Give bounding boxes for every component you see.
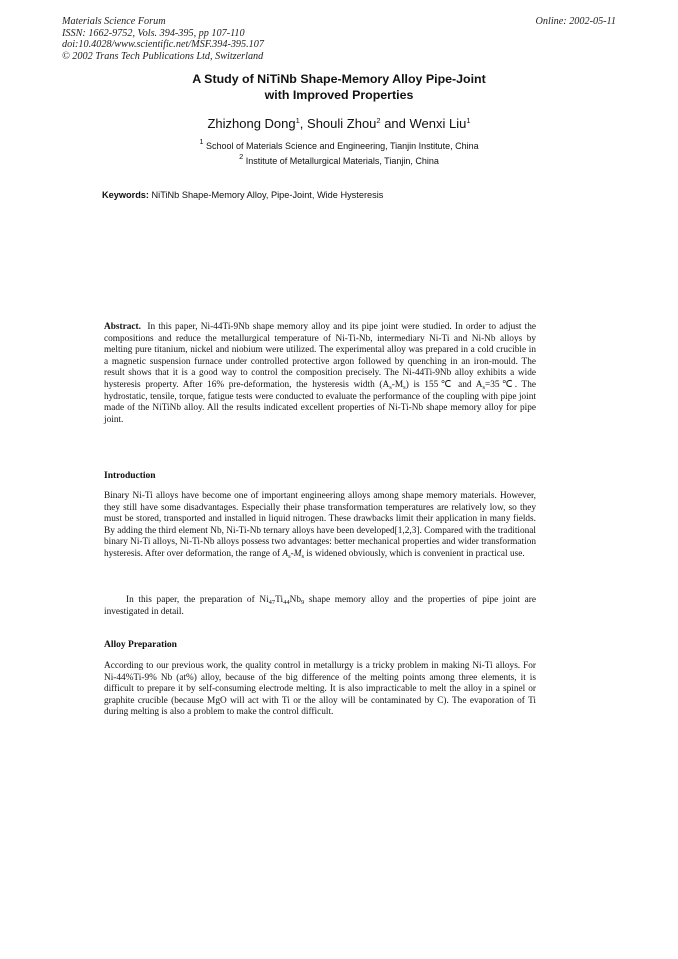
- author-3-affil: 1: [466, 116, 471, 125]
- title-line-1: A Study of NiTiNb Shape-Memory Alloy Pipe-Joint: [192, 72, 486, 86]
- intro-dash: -: [290, 548, 294, 559]
- affiliation-1-mark: 1: [199, 137, 204, 146]
- abstract-text-1: In this paper, Ni-44Ti-9Nb shape memory alloy and its pipe joint were studied. In order to adjust the compositions and reduce the metallurgical temperature of Ni-Ti-Nb, intermediary Ni-Ti and Ni-Nb alloys by melting pure titanium, nickel and niobium were utilized. The experimental alloy was prepared in a cold crucible in a magnetic suspension furnace under controlled protective argon followed by quenching in an iron-mould. The result shows that it is a good way to control the composition precisely. The Ni-44Ti-9Nb alloy exhibits a wide hysteresis property. After 16% pre-deformation, the hysteresis width (A: [104, 322, 536, 390]
- formula-sub: 9: [300, 599, 305, 606]
- author-list: [0, 116, 678, 131]
- abstract-text-2: ) is 155℃ and A: [405, 379, 483, 390]
- journal-name: Materials Science Forum: [62, 16, 166, 27]
- online-date: Online: 2002-05-11: [535, 16, 616, 27]
- author-2-affil: 2: [376, 116, 381, 125]
- author-1: Zhizhong Dong: [207, 116, 296, 131]
- alloy-preparation-paragraph: According to our previous work, the quality control in metallurgy is a tricky problem in making Ni-Ti alloys. For Ni-44%Ti-9% Nb (at%) alloy, because of the big difference of the melting points among three elements, it is difficult to prepare it by self-consuming electrode melting. It is also impracticable to melt the alloy in a spinel or graphite crucible (because MgO will act with Ti or the alloy will be contaminated by C). The evaporation of Ti during melting is also a problem to make the control difficult.: [104, 661, 536, 718]
- abstract-label: Abstract.: [104, 322, 141, 332]
- keywords-label: Keywords:: [102, 190, 149, 200]
- introduction-paragraph-2: [104, 595, 536, 618]
- intro2-text-b: shape memory alloy and the properties of pipe joint are investigated in detail.: [104, 595, 536, 617]
- copyright-line: © 2002 Trans Tech Publications Ltd, Switzerland: [62, 50, 264, 62]
- affiliation-2: [0, 152, 678, 166]
- intro-as: A: [282, 548, 289, 559]
- intro2-text-a: In this paper, the preparation of Ni: [126, 595, 269, 605]
- author-sep: and: [380, 116, 410, 131]
- formula-sub: 44: [283, 599, 290, 606]
- intro-ms-sub: s: [301, 552, 304, 560]
- abstract: [104, 322, 536, 426]
- intro-ms: M: [293, 548, 302, 559]
- abstract-dash: -M: [391, 379, 404, 390]
- formula-ti: Ti: [275, 595, 284, 605]
- author-3: Wenxi Liu: [409, 116, 467, 131]
- abstract-sub: s: [389, 383, 392, 391]
- intro-text-b: is widened obviously, which is convenient in practical use.: [304, 548, 525, 559]
- affiliation-1: [0, 137, 678, 151]
- author-2: Shouli Zhou: [307, 116, 377, 131]
- paper-title: [0, 71, 678, 103]
- introduction-paragraph-1: [104, 491, 536, 561]
- affiliation-2-text: Institute of Metallurgical Materials, Tianjin, China: [243, 156, 439, 166]
- author-1-affil: 1: [295, 116, 300, 125]
- affiliation-2-mark: 2: [239, 152, 244, 161]
- abstract-text-3: =35℃. The hydrostatic, tensile, torque, fatigue tests were conducted to evaluate the performance of the coupling with pipe joint made of the NiTiNb alloy. All the results indicated excellent properties of Ni-Ti-Nb shape memory alloy for pipe joint.: [104, 379, 536, 425]
- publication-header: [62, 16, 392, 62]
- issn-line: ISSN: 1662-9752, Vols. 394-395, pp 107-110: [62, 27, 245, 39]
- affiliation-1-text: School of Materials Science and Engineering, Tianjin Institute, China: [203, 141, 479, 151]
- abstract-sub: s: [403, 383, 406, 391]
- formula-sub: 47: [268, 599, 276, 606]
- abstract-sub: s: [482, 383, 485, 391]
- doi-line: doi:10.4028/www.scientific.net/MSF.394-395.107: [62, 39, 264, 51]
- alloy-preparation-heading: Alloy Preparation: [104, 640, 177, 650]
- intro-text-a: Binary Ni-Ti alloys have become one of important engineering alloys among shape memory materials. However, they still have some disadvantages. Especially their phase transformation temperatures are relatively low, so they must be stored, transported and installed in liquid nitrogen. These drawbacks limit their application in many fields. By adding the third element Nb, Ni-Ti-Nb ternary alloys have been developed[1,2,3]. Compared with the traditional binary Ni-Ti alloys, Ni-Ti-Nb alloys possess two advantages: better mechanical properties and wider transformation hysteresis. After over deformation, the range of: [104, 491, 536, 559]
- keywords: [102, 190, 383, 200]
- author-sep: ,: [299, 116, 308, 131]
- intro-as-sub: s: [288, 552, 291, 560]
- title-line-2: with Improved Properties: [264, 88, 414, 102]
- introduction-heading: Introduction: [104, 471, 156, 481]
- formula-nb: Nb: [289, 595, 301, 605]
- keywords-text: NiTiNb Shape-Memory Alloy, Pipe-Joint, Wide Hysteresis: [148, 190, 384, 200]
